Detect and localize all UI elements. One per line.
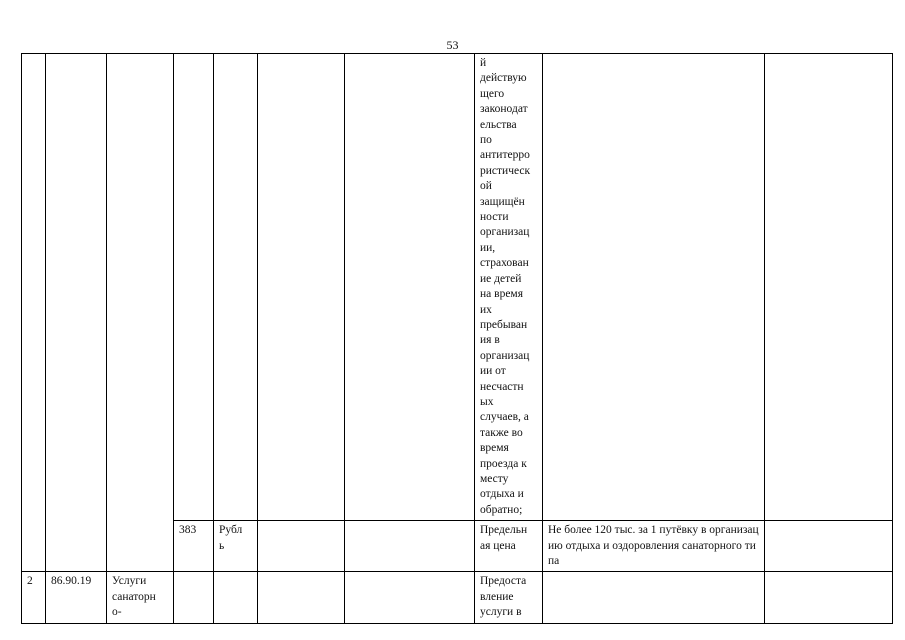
table-cell bbox=[345, 521, 475, 572]
table-cell bbox=[214, 572, 258, 623]
table-cell bbox=[543, 54, 765, 521]
document-table bbox=[21, 53, 893, 624]
table-cell: Не более 120 тыс. за 1 путёвку в организацию отдыха и оздоровления санаторного типа bbox=[543, 521, 765, 572]
table-cell bbox=[765, 572, 893, 623]
table-cell bbox=[765, 521, 893, 572]
table-cell bbox=[46, 54, 107, 572]
table-cell bbox=[765, 54, 893, 521]
table-cell bbox=[345, 54, 475, 521]
table-cell: й действую щего законодат ельства по антитерро ристическ ой защищён ности организац ии, страхован ие детей на время их пребыван ия в организац ии от несчастн ых случаев, а также во время проезда к месту отдыха и обратно; bbox=[475, 54, 543, 521]
table-cell: Предельн ая цена bbox=[475, 521, 543, 572]
table-row bbox=[22, 572, 893, 623]
table-cell: Услуги санаторн о- bbox=[107, 572, 174, 623]
table-cell bbox=[214, 54, 258, 521]
table-cell: Рубл ь bbox=[214, 521, 258, 572]
table-row bbox=[22, 54, 893, 521]
table-cell: 383 bbox=[174, 521, 214, 572]
table-cell bbox=[258, 521, 345, 572]
table-cell bbox=[22, 54, 46, 572]
table-cell: Предоста вление услуги в bbox=[475, 572, 543, 623]
table-cell bbox=[174, 54, 214, 521]
table-cell bbox=[174, 572, 214, 623]
table-cell: 86.90.19 bbox=[46, 572, 107, 623]
table-cell bbox=[258, 572, 345, 623]
table-cell bbox=[543, 572, 765, 623]
table-cell bbox=[107, 54, 174, 572]
table-cell bbox=[345, 572, 475, 623]
table-cell bbox=[258, 54, 345, 521]
page-number: 53 bbox=[446, 38, 459, 52]
table-cell: 2 bbox=[22, 572, 46, 623]
